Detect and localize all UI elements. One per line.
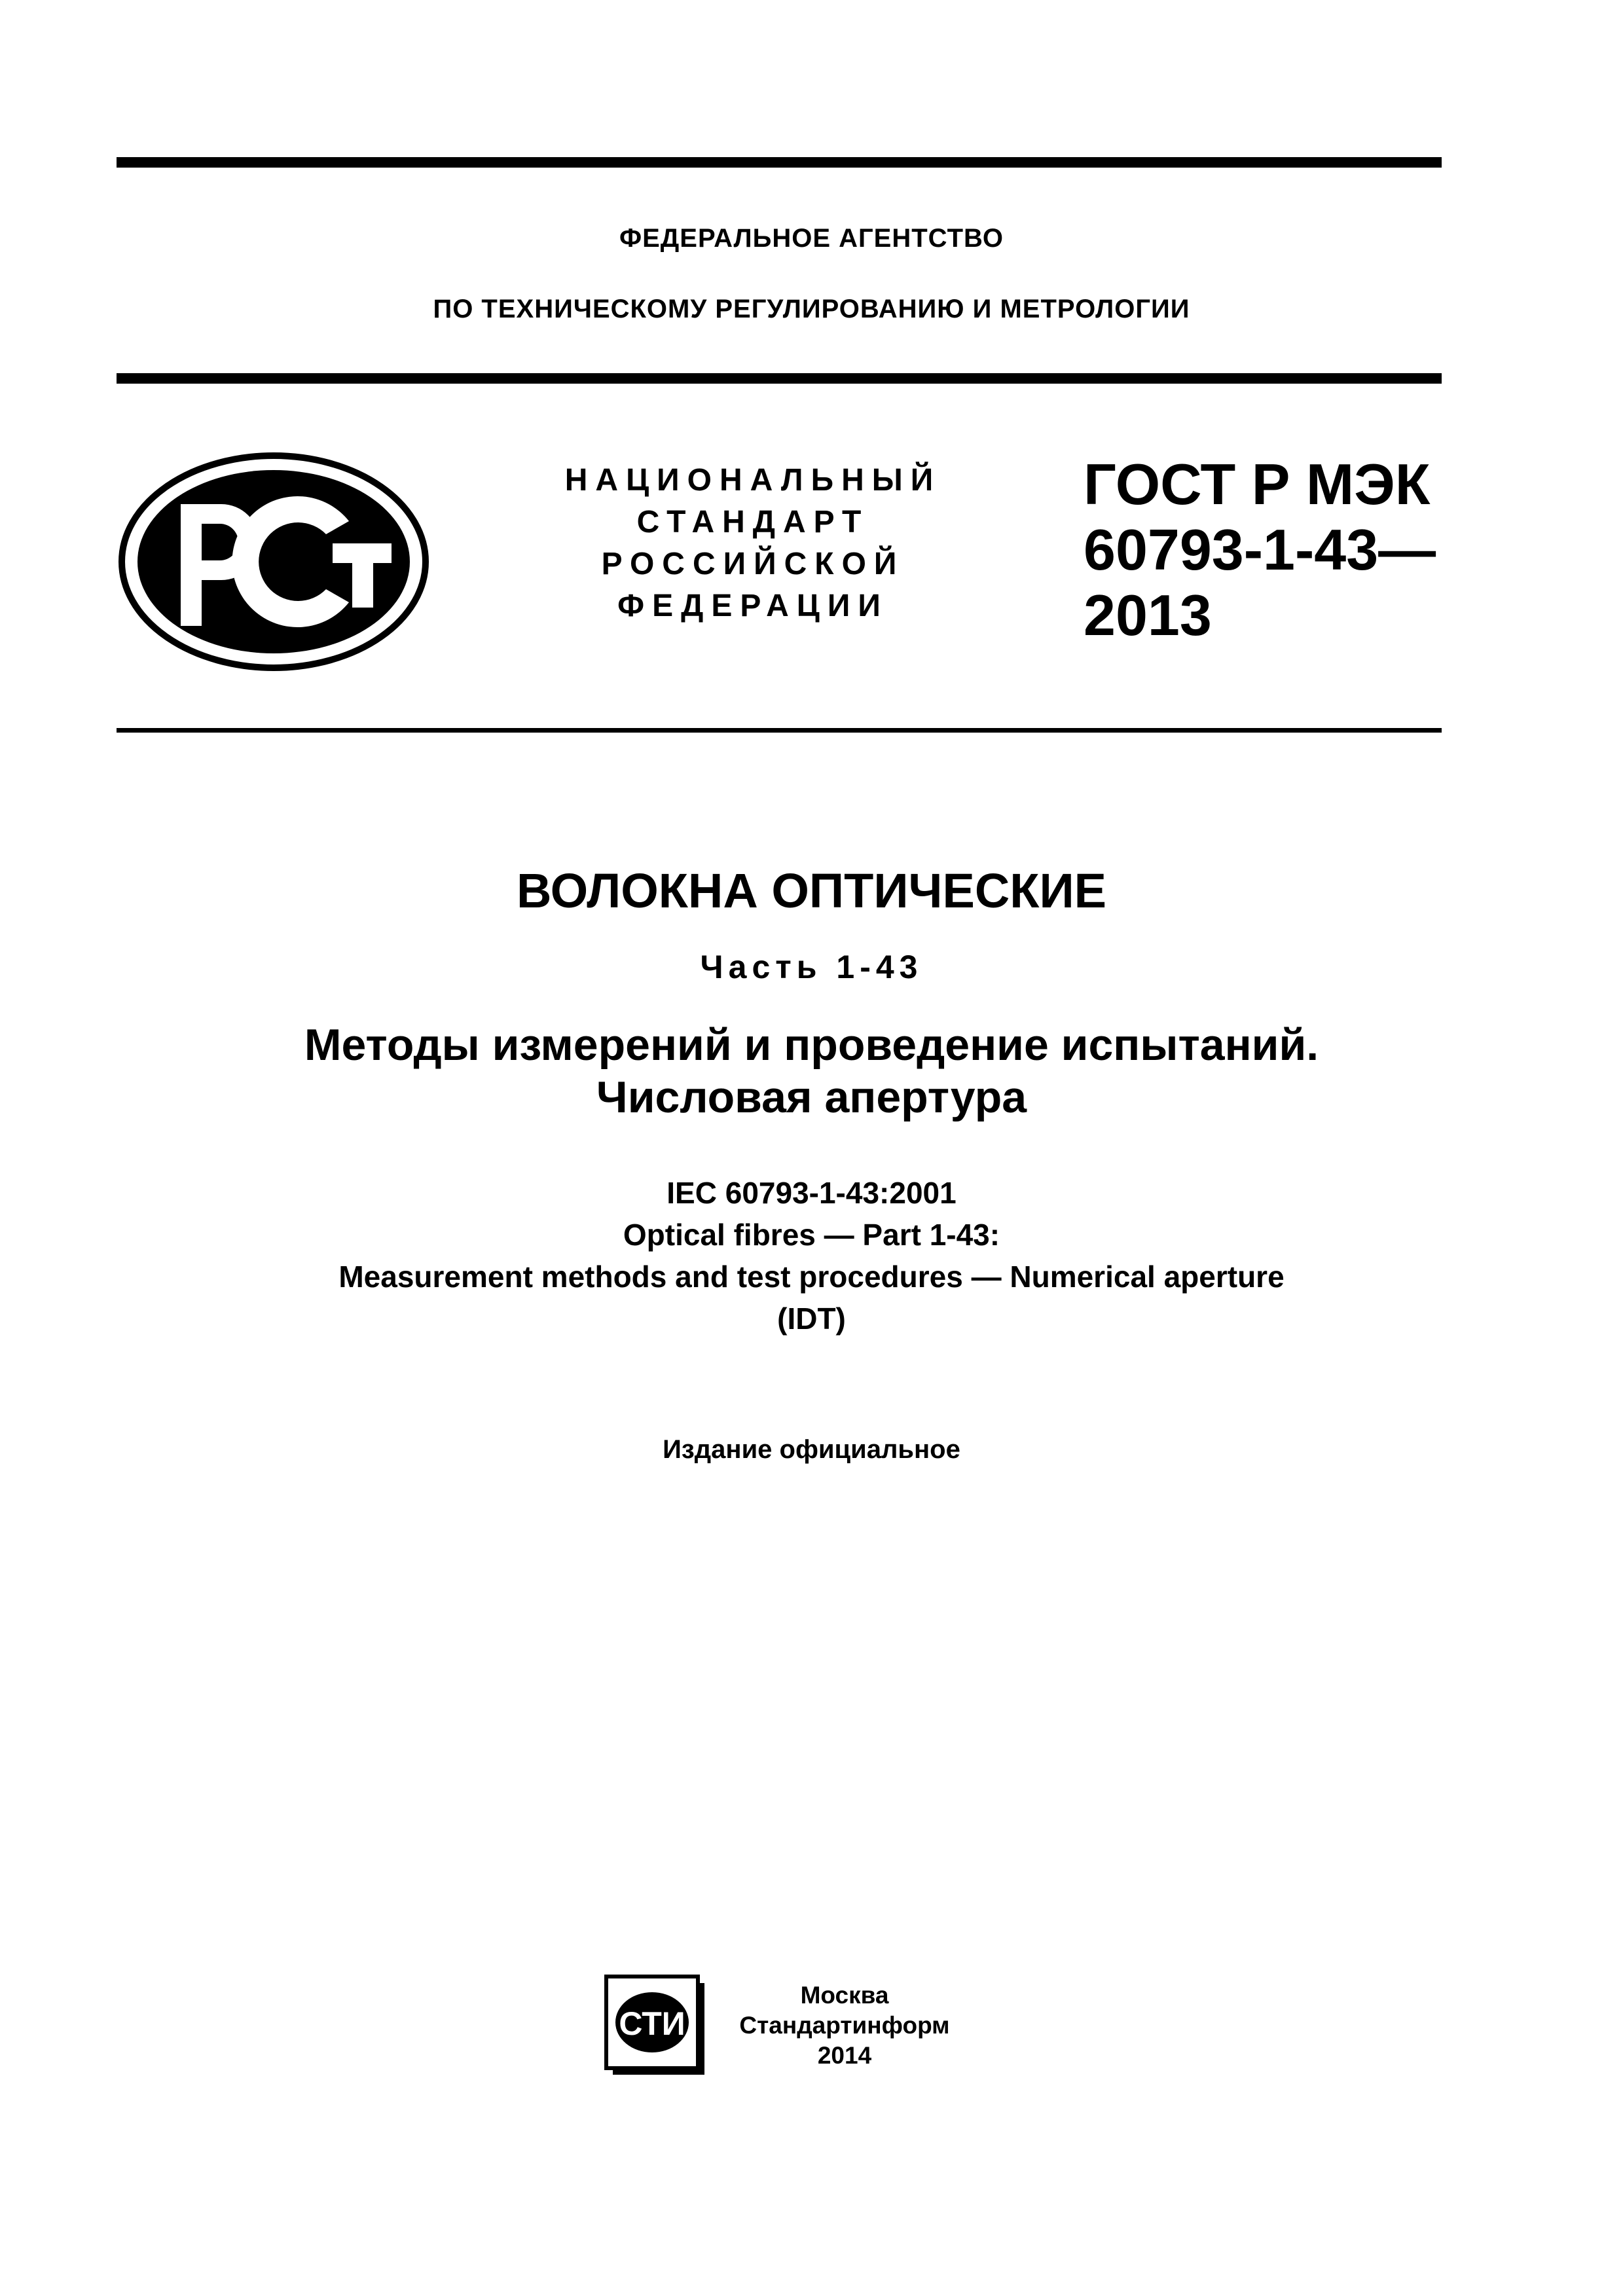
publisher-city: Москва [800,1982,889,2009]
rst-emblem-icon [117,450,431,673]
publisher-year: 2014 [817,2042,872,2069]
national-standard-line-4: ФЕДЕРАЦИИ [617,589,888,623]
document-part: Часть 1-43 [700,949,923,985]
document-subtitle-line-1: Методы измерений и проведение испытаний. [304,1020,1319,1070]
edition-label: Издание официальное [663,1435,960,1464]
publisher-name: Стандартинформ [739,2012,950,2039]
standartinform-logo-text: СТИ [619,2005,685,2042]
agency-bottom-rule [117,373,1442,384]
designation-line-1: ГОСТ Р МЭК [1084,452,1431,517]
national-standard-line-2: СТАНДАРТ [636,505,869,539]
national-standard-block [543,460,962,627]
standard-designation [1084,452,1450,648]
iec-reference-line-3: Measurement methods and test procedures — Numerical aperture [338,1260,1285,1294]
standartinform-logo-icon [604,1974,708,2079]
national-standard-line-1: НАЦИОНАЛЬНЫЙ [564,463,941,498]
designation-line-2: 60793-1-43— [1084,517,1436,582]
iec-reference-line-1: IEC 60793-1-43:2001 [666,1176,957,1210]
publisher-block [720,1980,969,2071]
document-subtitle-line-2: Числовая апертура [596,1072,1027,1122]
agency-line-2: ПО ТЕХНИЧЕСКОМУ РЕГУЛИРОВАНИЮ И МЕТРОЛОГИИ [433,295,1190,323]
national-standard-line-3: РОССИЙСКОЙ [601,547,905,581]
designation-line-3: 2013 [1084,583,1212,647]
iec-reference-line-4: (IDT) [777,1302,846,1336]
iec-reference-line-2: Optical fibres — Part 1-43: [623,1218,1000,1252]
header-bottom-rule [117,728,1442,733]
top-rule [117,157,1442,168]
document-title: ВОЛОКНА ОПТИЧЕСКИЕ [516,864,1107,918]
agency-line-1: ФЕДЕРАЛЬНОЕ АГЕНТСТВО [619,224,1004,253]
